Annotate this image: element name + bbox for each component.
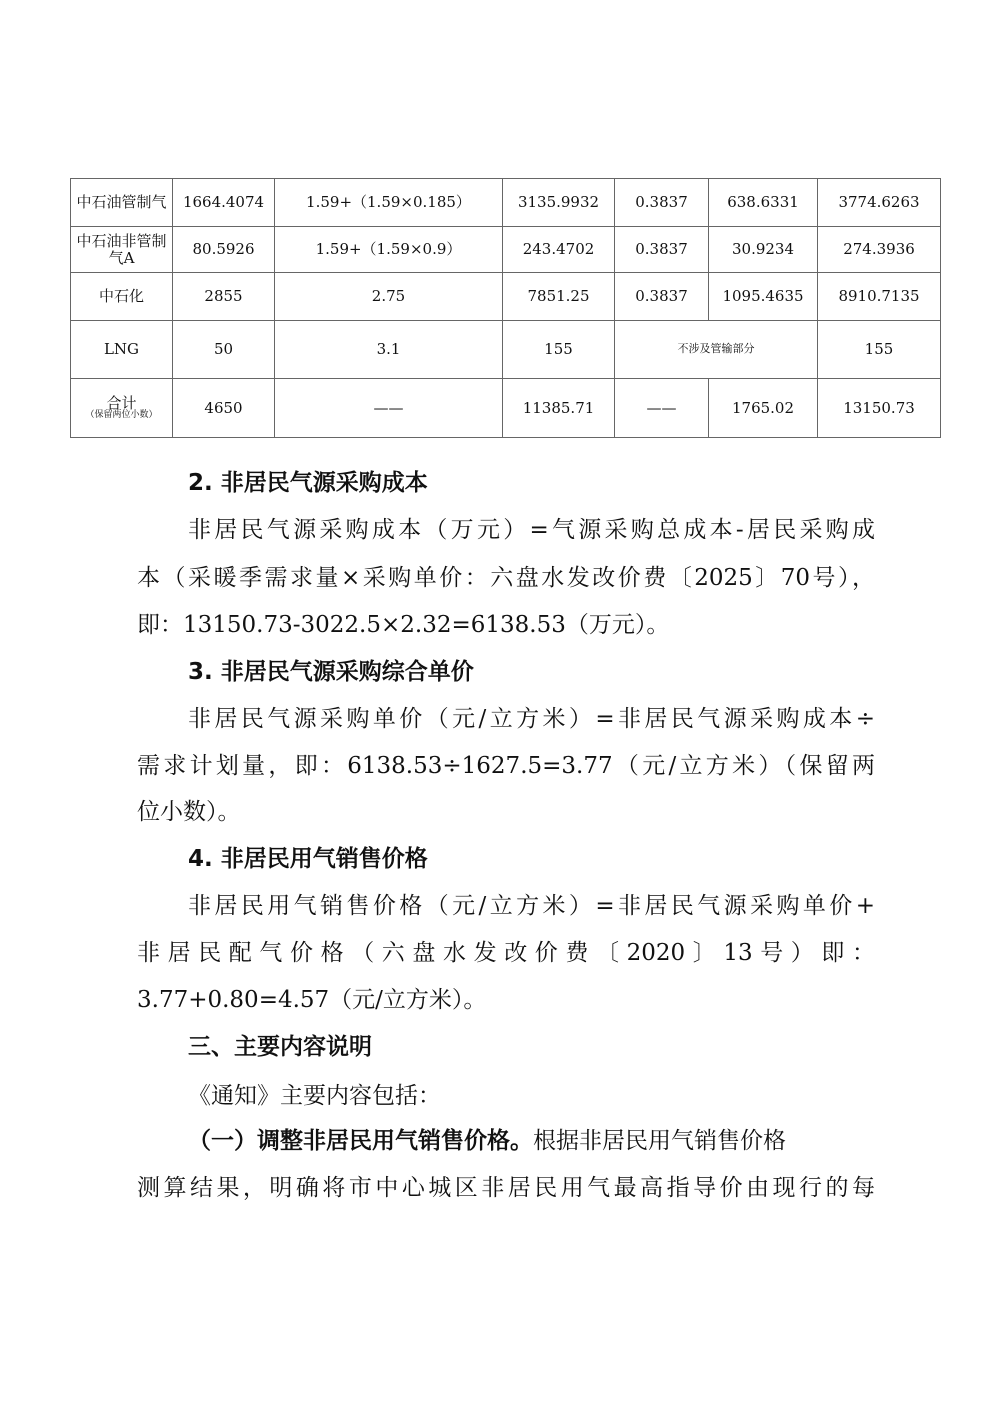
table-row (71, 273, 941, 321)
paragraph-line: 非居民用气销售价格（元/立方米）=非居民气源采购单价+ (188, 893, 875, 919)
cell: LNG (71, 321, 173, 379)
cell: 7851.25 (503, 273, 615, 321)
cell: 2855 (173, 273, 275, 321)
paragraph-line: 非居民气源采购单价（元/立方米）=非居民气源采购成本÷ (188, 706, 875, 732)
bold-lead: （一）调整非居民用气销售价格。 (188, 1128, 533, 1154)
cell: 243.4702 (503, 227, 615, 273)
cell: 中石油非管制气A (71, 227, 173, 273)
paragraph-line: 3.77+0.80=4.57（元/立方米）。 (137, 987, 487, 1013)
paragraph-line: 测算结果，明确将市中心城区非居民用气最高指导价由现行的每 (137, 1175, 875, 1201)
cell: —— (275, 379, 503, 438)
table-row (71, 321, 941, 379)
section-heading: 4. 非居民用气销售价格 (188, 846, 428, 872)
paragraph-line: 即：13150.73-3022.5×2.32=6138.53（万元）。 (137, 612, 670, 638)
cell: 1095.4635 (709, 273, 818, 321)
cell: 1664.4074 (173, 179, 275, 227)
cell: 80.5926 (173, 227, 275, 273)
paragraph-line: 需求计划量，即：6138.53÷1627.5=3.77（元/立方米）（保留两 (137, 753, 875, 779)
cell: 1.59+（1.59×0.185） (275, 179, 503, 227)
cell: 155 (503, 321, 615, 379)
paragraph-line (188, 1126, 875, 1156)
cell: 不涉及管输部分 (615, 321, 818, 379)
total-label: 合计 (106, 393, 137, 412)
paragraph-line: 位小数）。 (137, 799, 241, 825)
cell: 638.6331 (709, 179, 818, 227)
table-row (71, 179, 941, 227)
cell: 30.9234 (709, 227, 818, 273)
cell: 274.3936 (818, 227, 941, 273)
cell: 4650 (173, 379, 275, 438)
cell: —— (615, 379, 709, 438)
cell: 0.3837 (615, 227, 709, 273)
cell: 1.59+（1.59×0.9） (275, 227, 503, 273)
gas-cost-table (70, 178, 941, 438)
cell: 3774.6263 (818, 179, 941, 227)
cell: 中石化 (71, 273, 173, 321)
section-heading: 3. 非居民气源采购综合单价 (188, 659, 474, 685)
paragraph-line: 本（采暖季需求量×采购单价：六盘水发改价费〔2025〕70号）， (137, 565, 875, 591)
cell: 13150.73 (818, 379, 941, 438)
table-row (71, 379, 941, 438)
paragraph-line: 非居民配气价格（六盘水发改价费〔2020〕13号）即： (137, 940, 875, 966)
cell: 0.3837 (615, 179, 709, 227)
paragraph-line: 非居民气源采购成本（万元）=气源采购总成本-居民采购成 (188, 517, 875, 543)
paragraph-text: 根据非居民用气销售价格 (533, 1128, 786, 1154)
cell: 50 (173, 321, 275, 379)
total-note: （保留两位小数） (85, 410, 158, 421)
cell (71, 379, 173, 438)
section-heading: 2. 非居民气源采购成本 (188, 470, 428, 496)
cell: 11385.71 (503, 379, 615, 438)
paragraph-line: 《通知》主要内容包括： (188, 1083, 441, 1109)
cell: 3135.9932 (503, 179, 615, 227)
section-heading: 三、主要内容说明 (188, 1034, 372, 1060)
cell: 2.75 (275, 273, 503, 321)
cell: 8910.7135 (818, 273, 941, 321)
cell: 155 (818, 321, 941, 379)
cell: 3.1 (275, 321, 503, 379)
cell: 0.3837 (615, 273, 709, 321)
cell: 1765.02 (709, 379, 818, 438)
table-row (71, 227, 941, 273)
cell: 中石油管制气 (71, 179, 173, 227)
